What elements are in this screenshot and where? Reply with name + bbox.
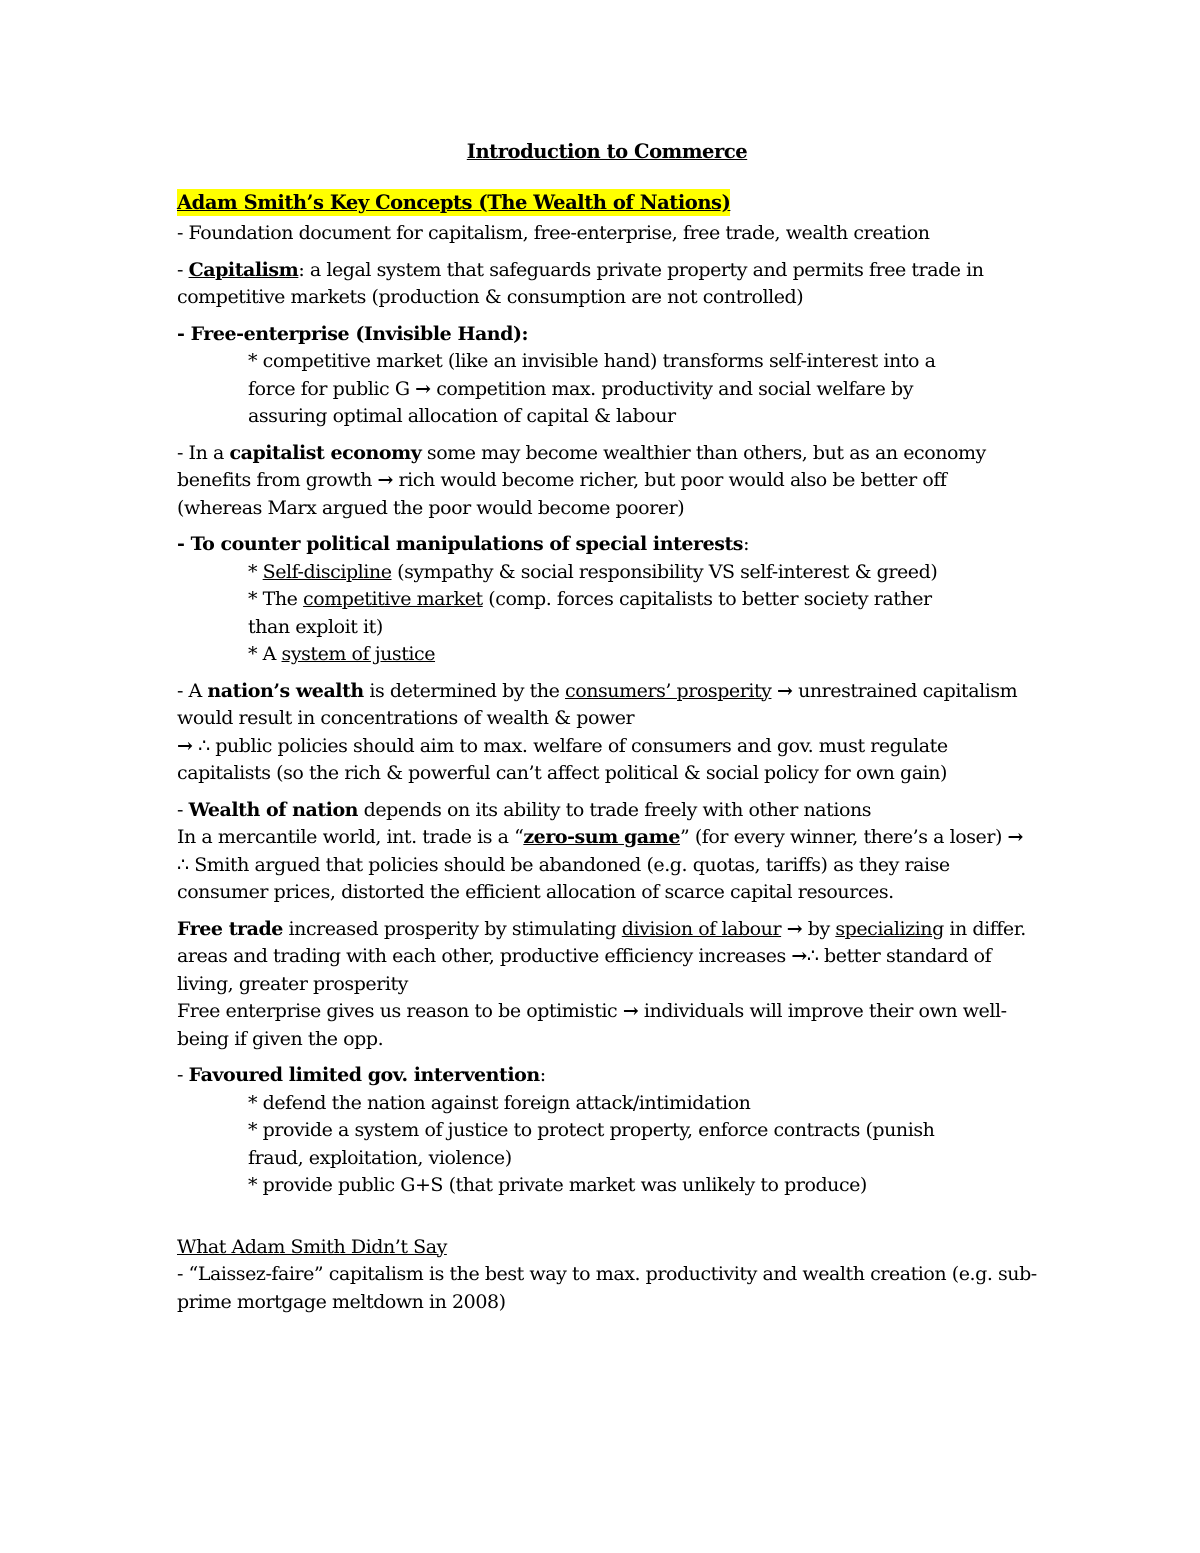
text-span: some may become wealthier than others, but as an economy benefits from growth <box>177 441 986 491</box>
paragraph-foundation: - Foundation document for capitalism, free-enterprise, free trade, wealth creation <box>177 222 930 244</box>
dash: - <box>177 798 189 821</box>
text-span: In a mercantile world, int. trade is a “ <box>177 826 524 848</box>
dash: - <box>177 258 189 281</box>
paragraph-laissez-faire: - “Laissez-faire” capitalism is the best way to max. productivity and wealth creation (e.g. sub-prime mortgage meltdown in 2008) <box>177 1263 1037 1313</box>
list-item <box>177 1090 1037 1200</box>
list-item-line: assuring optimal allocation of capital & labour <box>248 405 676 427</box>
text-span: competition max. productivity and social welfare by <box>430 377 914 400</box>
term-division-of-labour: division of labour <box>621 917 782 940</box>
text-span: unrestrained capitalism would result in concentrations of wealth & power <box>177 679 1018 729</box>
document-title: Introduction to Commerce <box>466 140 748 163</box>
paragraph-capitalist-economy <box>177 440 1037 523</box>
text-span: individuals will improve their own well-being if given the opp. <box>177 1000 1007 1050</box>
text-span: ” (for every winner, there’s a loser) <box>679 826 1008 848</box>
limited-intervention-heading: Favoured limited gov. intervention <box>188 1064 540 1086</box>
text-span: ∴ better standard of living, greater prosperity <box>177 945 992 995</box>
counter-manipulation-heading: - To counter political manipulations of special interests <box>177 533 744 555</box>
term-zero-sum-game: zero-sum game <box>523 826 680 848</box>
list-item-line: * competitive market (like an invisible hand) transforms self-interest into a <box>248 350 936 372</box>
text-span: (sympathy & social responsibility VS self-interest & greed) <box>391 560 938 583</box>
term-system-of-justice: system of justice <box>281 643 436 665</box>
text-span: in differ. areas and trading with each other, productive efficiency increases <box>177 917 1026 967</box>
right-arrow-icon: → <box>791 945 807 967</box>
document-page <box>177 140 1037 1316</box>
capitalism-definition: : a legal system that safeguards private property and permits free trade in competitive markets (production & consumption are not controlled) <box>177 258 984 308</box>
colon: : <box>539 1064 546 1086</box>
dash: - <box>177 1064 189 1086</box>
right-arrow-icon: → <box>1007 826 1024 848</box>
list-item-line: * defend the nation against foreign attack/intimidation <box>248 1091 751 1114</box>
text-span: ∴ public policies should aim to max. welfare of consumers and gov. must regulate capitalists (so the rich & powerful can’t affect political & social policy for own gain) <box>177 734 948 784</box>
term-capitalism: Capitalism <box>188 258 299 281</box>
list-item-line: * provide a system of justice to protect property, enforce contracts (punish <box>248 1119 935 1141</box>
paragraph-nations-wealth <box>177 678 1037 788</box>
right-arrow-icon: → <box>786 917 803 940</box>
term-nations-wealth: nation’s wealth <box>207 679 364 702</box>
list-item-line: fraud, exploitation, violence) <box>248 1146 512 1169</box>
paragraph-free-trade <box>177 916 1037 1054</box>
text-span: - A <box>177 679 208 702</box>
bullet: * A <box>248 643 282 665</box>
term-wealth-of-nation: Wealth of nation <box>188 798 359 821</box>
right-arrow-icon: → <box>622 1000 639 1022</box>
section-heading-didnt-say: What Adam Smith Didn’t Say <box>177 1235 447 1258</box>
right-arrow-icon: → <box>177 734 193 757</box>
list-item-line: * provide public G+S (that private market was unlikely to produce) <box>248 1174 867 1196</box>
section-heading-key-concepts: Adam Smith’s Key Concepts (The Wealth of Nations) <box>177 191 731 214</box>
list-item-line: than exploit it) <box>248 615 383 638</box>
paragraph-counter-manipulation <box>177 531 1037 669</box>
paragraph-wealth-of-nation <box>177 797 1037 907</box>
bullet: * <box>248 560 263 583</box>
term-competitive-market: competitive market <box>303 588 483 610</box>
right-arrow-icon: → <box>777 679 793 702</box>
text-span: increased prosperity by stimulating <box>282 917 622 940</box>
term-self-discipline: Self-discipline <box>262 560 392 583</box>
paragraph-limited-intervention <box>177 1062 1037 1200</box>
text-span: by <box>802 917 836 940</box>
bullet: * The <box>248 588 304 610</box>
colon: : <box>743 533 750 555</box>
text-span: ∴ Smith argued that policies should be abandoned (e.g. quotas, tariffs) as they raise consumer prices, distorted the efficient allocation of scarce capital resources. <box>177 853 950 903</box>
paragraph-free-enterprise <box>177 321 1037 431</box>
free-enterprise-heading: - Free-enterprise (Invisible Hand): <box>177 322 529 345</box>
right-arrow-icon: → <box>377 469 393 491</box>
text-span: depends on its ability to trade freely with other nations <box>358 798 872 821</box>
list-item <box>177 348 1037 431</box>
list-item-line <box>248 376 1037 404</box>
term-specializing: specializing <box>835 917 944 940</box>
section2 <box>177 1234 1037 1317</box>
text-span: force for public G <box>248 377 410 400</box>
section1 <box>177 189 1037 1200</box>
list-item <box>177 559 1037 669</box>
text-span: - In a <box>177 441 230 464</box>
text-span: rich would become richer, but poor would also be better off <box>392 469 947 491</box>
text-span: Free enterprise gives us reason to be optimistic <box>177 1000 623 1022</box>
right-arrow-icon: → <box>415 377 431 400</box>
term-free-trade: Free trade <box>177 917 283 940</box>
text-span: (comp. forces capitalists to better society rather <box>482 588 932 610</box>
term-capitalist-economy: capitalist economy <box>229 441 422 464</box>
paragraph-capitalism <box>177 257 1037 312</box>
text-span: is determined by the <box>363 679 566 702</box>
term-consumers-prosperity: consumers’ prosperity <box>565 679 772 702</box>
marx-note: (whereas Marx argued the poor would become poorer) <box>177 496 685 519</box>
